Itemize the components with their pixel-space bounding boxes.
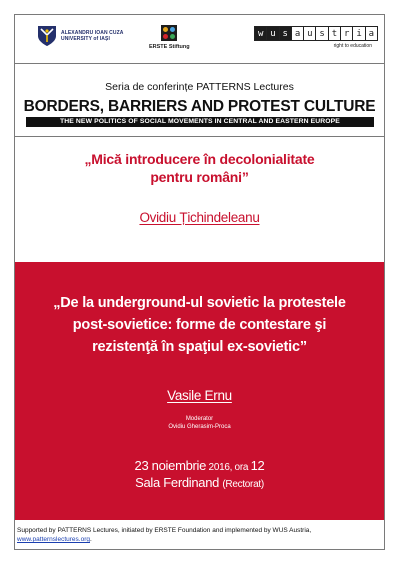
- wus-letter: s: [279, 26, 292, 41]
- wus-letter: w: [254, 26, 267, 41]
- logo-bar: [15, 15, 384, 62]
- title-divider: [15, 136, 384, 137]
- footer-credits: [17, 526, 382, 544]
- talk1-title-line2: pentru români”: [150, 169, 249, 185]
- wus-letter-row: [255, 26, 378, 41]
- footer-tail: .: [89, 536, 92, 543]
- date-hour: 12: [250, 458, 265, 473]
- event-title: BORDERS, BARRIERS AND PROTEST CULTURE: [23, 98, 376, 115]
- erste-logo: [149, 25, 219, 50]
- uaic-name-line1: ALEXANDRU IOAN CUZA: [61, 30, 124, 36]
- wus-letter: a: [291, 26, 304, 41]
- talk2-speaker-name: Vasile Ernu: [167, 388, 232, 403]
- talk2-title-line3: rezistenţă în spaţiul ex-sovietic”: [92, 339, 307, 355]
- talk2-panel: [15, 262, 384, 520]
- wus-letter: i: [352, 26, 365, 41]
- header-divider: [15, 63, 384, 64]
- moderator-name: Ovidiu Gherasim-Proca: [168, 424, 231, 430]
- event-subtitle-band: THE NEW POLITICS OF SOCIAL MOVEMENTS IN CENTRAL AND EASTERN EUROPE: [26, 117, 374, 127]
- wus-letter: s: [315, 26, 328, 41]
- date-day: 23 noiembrie: [134, 458, 207, 473]
- uaic-name-line2: UNIVERSITY of IAȘI: [61, 36, 110, 42]
- event-date: [15, 458, 384, 473]
- footer-text: Supported by PATTERNS Lectures, initiated by ERSTE Foundation and implemented by WUS Austria,: [17, 527, 312, 534]
- event-venue: [15, 475, 384, 490]
- talk1-title-line1: „Mică introducere în decolonialitate: [84, 151, 315, 167]
- talk1-title: [15, 150, 384, 186]
- wus-austria-logo: [255, 26, 378, 49]
- talk1-speaker: [15, 210, 384, 225]
- wus-letter: u: [266, 26, 279, 41]
- talk2-title-line1: „De la underground-ul sovietic la protestele: [53, 295, 346, 311]
- wus-letter: u: [303, 26, 316, 41]
- university-crest-icon: [37, 25, 57, 47]
- talk1-speaker-name: Ovidiu Țichindeleanu: [139, 210, 260, 225]
- moderator-label: Moderator: [185, 416, 214, 422]
- talk2-title: [15, 292, 384, 358]
- venue-paren: (Rectorat): [222, 479, 264, 490]
- venue-main: Sala Ferdinand: [135, 475, 223, 490]
- wus-tagline: right to education: [333, 43, 372, 49]
- wus-letter: r: [340, 26, 353, 41]
- series-title: Seria de conferințe PATTERNS Lectures: [105, 81, 294, 93]
- uaic-logo: [37, 25, 123, 47]
- erste-label: ERSTE Stiftung: [149, 44, 190, 50]
- website-link[interactable]: www.patternslectures.org: [17, 536, 90, 543]
- talk2-speaker: [15, 388, 384, 403]
- erste-dots-icon: [161, 25, 177, 41]
- wus-letter: t: [328, 26, 341, 41]
- date-year: 2016, ora: [206, 462, 251, 473]
- talk2-title-line2: post-sovietice: forme de contestare şi: [72, 317, 327, 333]
- wus-letter: a: [365, 26, 378, 41]
